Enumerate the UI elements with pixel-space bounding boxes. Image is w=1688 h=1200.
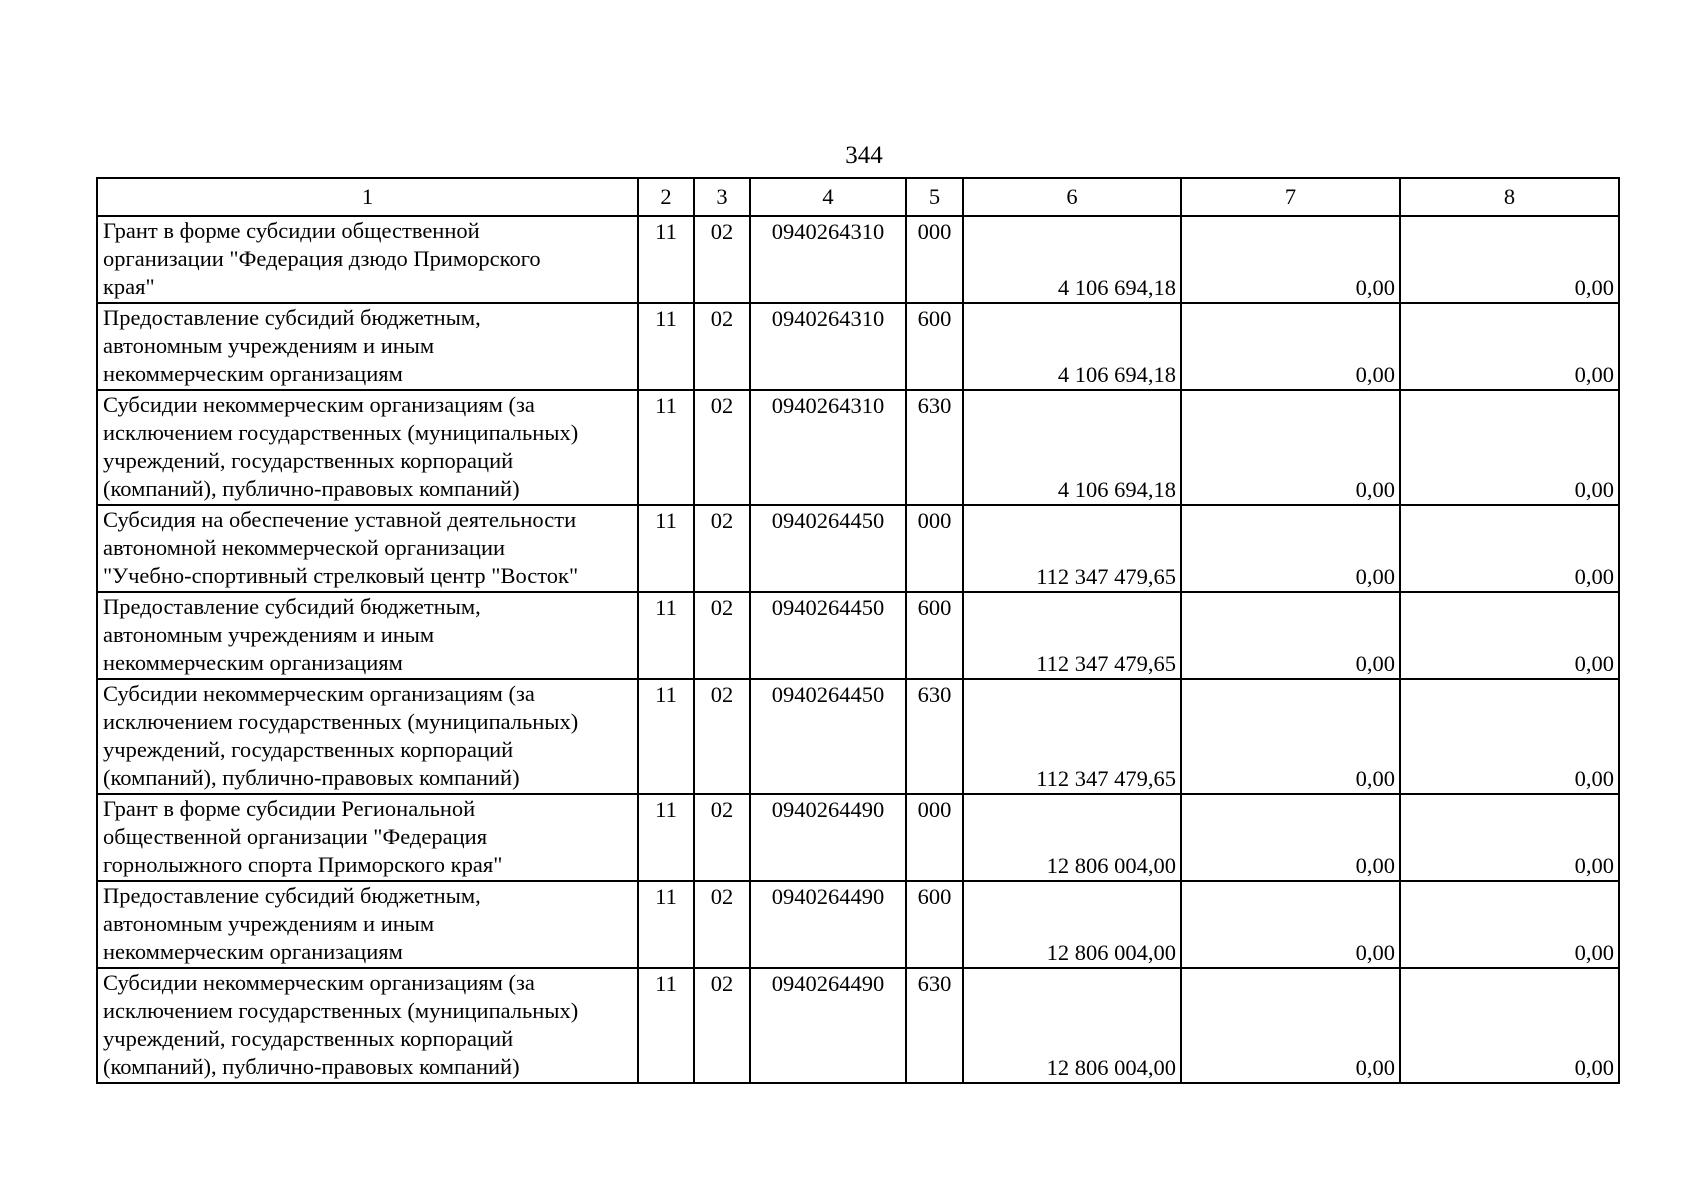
row-name-line: Субсидии некоммерческим организациям (за bbox=[103, 392, 535, 417]
amount-col7-cell: 0,00 bbox=[1181, 303, 1400, 390]
section-code-cell: 11 bbox=[638, 505, 694, 592]
row-name-line: общественной организации "Федерация bbox=[103, 824, 488, 849]
table-row bbox=[97, 390, 1619, 505]
target-article-cell: 0940264310 bbox=[750, 390, 906, 505]
row-name-line: Субсидия на обеспечение уставной деятельности bbox=[103, 507, 577, 532]
expense-type-cell: 630 bbox=[906, 390, 963, 505]
row-name-cell bbox=[97, 216, 638, 303]
table-row bbox=[97, 592, 1619, 679]
header-cell: 6 bbox=[963, 178, 1181, 216]
amount-col7-cell: 0,00 bbox=[1181, 216, 1400, 303]
row-name-line: (компаний), публично-правовых компаний) bbox=[103, 765, 520, 790]
amount-col6-cell: 4 106 694,18 bbox=[963, 216, 1181, 303]
section-code-cell: 11 bbox=[638, 216, 694, 303]
amount-col6-cell: 12 806 004,00 bbox=[963, 794, 1181, 881]
target-article-cell: 0940264450 bbox=[750, 592, 906, 679]
row-name-line: учреждений, государственных корпораций bbox=[103, 448, 514, 473]
row-name-cell bbox=[97, 592, 638, 679]
section-code-cell: 11 bbox=[638, 390, 694, 505]
amount-col7-cell: 0,00 bbox=[1181, 679, 1400, 794]
row-name-line: некоммерческим организациям bbox=[103, 939, 403, 964]
row-name-line: Субсидии некоммерческим организациям (за bbox=[103, 681, 535, 706]
budget-table bbox=[96, 177, 1620, 1084]
amount-col6-cell: 12 806 004,00 bbox=[963, 881, 1181, 968]
row-name-line: (компаний), публично-правовых компаний) bbox=[103, 1054, 520, 1079]
row-name-line: исключением государственных (муниципальных) bbox=[103, 709, 579, 734]
header-cell: 7 bbox=[1181, 178, 1400, 216]
table-body bbox=[97, 216, 1619, 1083]
row-name-cell bbox=[97, 968, 638, 1083]
row-name-line: Субсидии некоммерческим организациям (за bbox=[103, 970, 535, 995]
row-name-line: (компаний), публично-правовых компаний) bbox=[103, 476, 520, 501]
amount-col6-cell: 4 106 694,18 bbox=[963, 303, 1181, 390]
row-name-cell bbox=[97, 303, 638, 390]
row-name-line: горнолыжного спорта Приморского края" bbox=[103, 852, 503, 877]
amount-col6-cell: 12 806 004,00 bbox=[963, 968, 1181, 1083]
amount-col8-cell: 0,00 bbox=[1400, 390, 1619, 505]
row-name-line: Грант в форме субсидии общественной bbox=[103, 218, 480, 243]
amount-col8-cell: 0,00 bbox=[1400, 216, 1619, 303]
subsection-code-cell: 02 bbox=[694, 390, 750, 505]
section-code-cell: 11 bbox=[638, 881, 694, 968]
target-article-cell: 0940264310 bbox=[750, 303, 906, 390]
amount-col7-cell: 0,00 bbox=[1181, 881, 1400, 968]
row-name-line: автономной некоммерческой организации bbox=[103, 535, 506, 560]
table-row bbox=[97, 968, 1619, 1083]
row-name-line: автономным учреждениям и иным bbox=[103, 622, 435, 647]
amount-col8-cell: 0,00 bbox=[1400, 505, 1619, 592]
table-row bbox=[97, 303, 1619, 390]
subsection-code-cell: 02 bbox=[694, 968, 750, 1083]
amount-col7-cell: 0,00 bbox=[1181, 505, 1400, 592]
table-row bbox=[97, 679, 1619, 794]
header-cell: 5 bbox=[906, 178, 963, 216]
row-name-line: автономным учреждениям и иным bbox=[103, 911, 435, 936]
subsection-code-cell: 02 bbox=[694, 592, 750, 679]
header-cell: 2 bbox=[638, 178, 694, 216]
amount-col8-cell: 0,00 bbox=[1400, 968, 1619, 1083]
amount-col8-cell: 0,00 bbox=[1400, 881, 1619, 968]
row-name-cell bbox=[97, 505, 638, 592]
table-row bbox=[97, 881, 1619, 968]
row-name-cell bbox=[97, 679, 638, 794]
section-code-cell: 11 bbox=[638, 794, 694, 881]
expense-type-cell: 000 bbox=[906, 794, 963, 881]
subsection-code-cell: 02 bbox=[694, 303, 750, 390]
row-name-line: исключением государственных (муниципальных) bbox=[103, 420, 579, 445]
subsection-code-cell: 02 bbox=[694, 679, 750, 794]
row-name-line: учреждений, государственных корпораций bbox=[103, 737, 514, 762]
amount-col7-cell: 0,00 bbox=[1181, 390, 1400, 505]
amount-col6-cell: 112 347 479,65 bbox=[963, 679, 1181, 794]
row-name-line: некоммерческим организациям bbox=[103, 361, 403, 386]
table-row bbox=[97, 216, 1619, 303]
table-row bbox=[97, 794, 1619, 881]
expense-type-cell: 600 bbox=[906, 592, 963, 679]
row-name-cell bbox=[97, 881, 638, 968]
row-name-line: края" bbox=[103, 274, 155, 299]
row-name-line: Предоставление субсидий бюджетным, bbox=[103, 594, 481, 619]
row-name-line: организации "Федерация дзюдо Приморского bbox=[103, 246, 541, 271]
table-header-row bbox=[97, 178, 1619, 216]
subsection-code-cell: 02 bbox=[694, 881, 750, 968]
row-name-line: исключением государственных (муниципальных) bbox=[103, 998, 579, 1023]
amount-col6-cell: 112 347 479,65 bbox=[963, 592, 1181, 679]
expense-type-cell: 600 bbox=[906, 303, 963, 390]
header-cell: 3 bbox=[694, 178, 750, 216]
subsection-code-cell: 02 bbox=[694, 794, 750, 881]
target-article-cell: 0940264310 bbox=[750, 216, 906, 303]
row-name-cell bbox=[97, 390, 638, 505]
section-code-cell: 11 bbox=[638, 592, 694, 679]
header-cell: 4 bbox=[750, 178, 906, 216]
amount-col8-cell: 0,00 bbox=[1400, 303, 1619, 390]
amount-col7-cell: 0,00 bbox=[1181, 592, 1400, 679]
expense-type-cell: 630 bbox=[906, 679, 963, 794]
row-name-cell bbox=[97, 794, 638, 881]
amount-col8-cell: 0,00 bbox=[1400, 592, 1619, 679]
page-number: 344 bbox=[845, 142, 883, 169]
section-code-cell: 11 bbox=[638, 679, 694, 794]
subsection-code-cell: 02 bbox=[694, 216, 750, 303]
row-name-line: Грант в форме субсидии Региональной bbox=[103, 796, 476, 821]
target-article-cell: 0940264450 bbox=[750, 679, 906, 794]
target-article-cell: 0940264450 bbox=[750, 505, 906, 592]
target-article-cell: 0940264490 bbox=[750, 794, 906, 881]
amount-col7-cell: 0,00 bbox=[1181, 968, 1400, 1083]
amount-col7-cell: 0,00 bbox=[1181, 794, 1400, 881]
header-cell: 1 bbox=[97, 178, 638, 216]
section-code-cell: 11 bbox=[638, 303, 694, 390]
row-name-line: "Учебно-спортивный стрелковый центр "Восток" bbox=[103, 563, 579, 588]
amount-col8-cell: 0,00 bbox=[1400, 794, 1619, 881]
row-name-line: автономным учреждениям и иным bbox=[103, 333, 435, 358]
target-article-cell: 0940264490 bbox=[750, 881, 906, 968]
row-name-line: Предоставление субсидий бюджетным, bbox=[103, 883, 481, 908]
target-article-cell: 0940264490 bbox=[750, 968, 906, 1083]
row-name-line: учреждений, государственных корпораций bbox=[103, 1026, 514, 1051]
amount-col8-cell: 0,00 bbox=[1400, 679, 1619, 794]
amount-col6-cell: 112 347 479,65 bbox=[963, 505, 1181, 592]
header-cell: 8 bbox=[1400, 178, 1619, 216]
table-row bbox=[97, 505, 1619, 592]
expense-type-cell: 600 bbox=[906, 881, 963, 968]
expense-type-cell: 630 bbox=[906, 968, 963, 1083]
row-name-line: некоммерческим организациям bbox=[103, 650, 403, 675]
subsection-code-cell: 02 bbox=[694, 505, 750, 592]
amount-col6-cell: 4 106 694,18 bbox=[963, 390, 1181, 505]
expense-type-cell: 000 bbox=[906, 216, 963, 303]
section-code-cell: 11 bbox=[638, 968, 694, 1083]
row-name-line: Предоставление субсидий бюджетным, bbox=[103, 305, 481, 330]
expense-type-cell: 000 bbox=[906, 505, 963, 592]
